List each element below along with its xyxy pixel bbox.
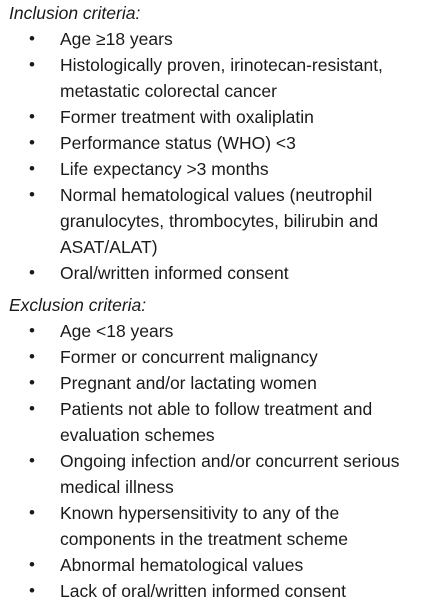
bullet-icon: • xyxy=(29,555,35,574)
bullet-icon: • xyxy=(29,107,35,126)
bullet-icon: • xyxy=(29,347,35,366)
list-item xyxy=(9,370,431,396)
list-item-text: Histologically proven, irinotecan-resistant, metastatic colorectal cancer xyxy=(60,55,383,101)
list-item xyxy=(9,578,431,604)
bullet-icon: • xyxy=(29,373,35,392)
bullet-icon: • xyxy=(29,321,35,340)
inclusion-section xyxy=(9,0,431,286)
list-item xyxy=(9,552,431,578)
bullet-icon: • xyxy=(29,55,35,74)
list-item-text: Life expectancy >3 months xyxy=(60,159,269,179)
bullet-icon: • xyxy=(29,185,35,204)
bullet-icon: • xyxy=(29,581,35,600)
bullet-icon: • xyxy=(29,399,35,418)
inclusion-heading: Inclusion criteria: xyxy=(9,3,141,23)
list-item-text: Ongoing infection and/or concurrent serious medical illness xyxy=(60,451,400,497)
exclusion-heading: Exclusion criteria: xyxy=(9,295,147,315)
list-item xyxy=(9,500,431,552)
list-item xyxy=(9,344,431,370)
bullet-icon: • xyxy=(29,503,35,522)
list-item-text: Abnormal hematological values xyxy=(60,555,304,575)
list-item xyxy=(9,130,431,156)
list-item-text: Age <18 years xyxy=(60,321,174,341)
bullet-icon: • xyxy=(29,451,35,470)
bullet-icon: • xyxy=(29,263,35,282)
list-item-text: Normal hematological values (neutrophil granulocytes, thrombocytes, bilirubin and ASAT/ALAT) xyxy=(60,185,379,257)
exclusion-section xyxy=(9,292,431,604)
list-item xyxy=(9,396,431,448)
list-item-text: Patients not able to follow treatment and evaluation schemes xyxy=(60,399,373,445)
bullet-icon: • xyxy=(29,159,35,178)
list-item-text: Lack of oral/written informed consent xyxy=(60,581,346,601)
list-item-text: Former treatment with oxaliplatin xyxy=(60,107,314,127)
bullet-icon: • xyxy=(29,133,35,152)
list-item xyxy=(9,156,431,182)
list-item-text: Performance status (WHO) <3 xyxy=(60,133,296,153)
list-item xyxy=(9,260,431,286)
list-item-text: Known hypersensitivity to any of the components in the treatment scheme xyxy=(60,503,348,549)
list-item xyxy=(9,182,431,260)
list-item xyxy=(9,104,431,130)
list-item xyxy=(9,26,431,52)
list-item xyxy=(9,318,431,344)
list-item xyxy=(9,52,431,104)
list-item xyxy=(9,448,431,500)
list-item-text: Pregnant and/or lactating women xyxy=(60,373,317,393)
list-item-text: Former or concurrent malignancy xyxy=(60,347,318,367)
exclusion-list xyxy=(9,318,431,604)
inclusion-list xyxy=(9,26,431,286)
bullet-icon: • xyxy=(29,29,35,48)
list-item-text: Oral/written informed consent xyxy=(60,263,289,283)
list-item-text: Age ≥18 years xyxy=(60,29,173,49)
